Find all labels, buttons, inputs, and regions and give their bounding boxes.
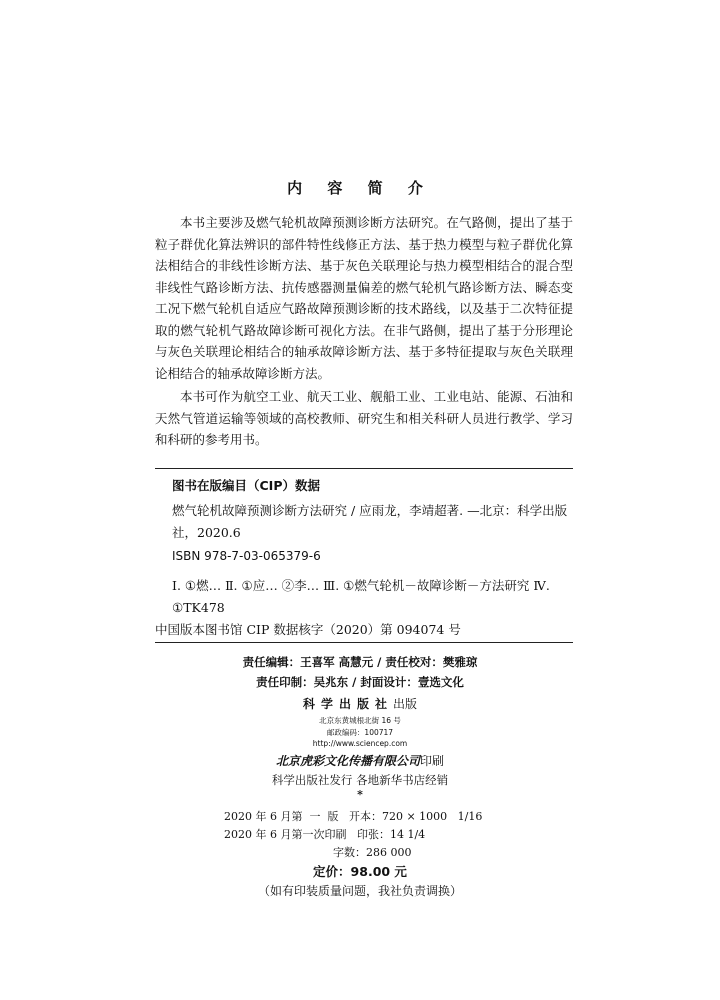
intro-body — [155, 212, 573, 453]
printer-line — [0, 752, 720, 769]
cip-bottom-rule — [155, 642, 573, 643]
publisher-suffix: 出版 — [393, 697, 418, 711]
editor-credits: 责任编辑：王喜军 高慧元 / 责任校对：樊雅琼 — [242, 655, 478, 669]
cip-number: 中国版本图书馆 CIP 数据核字（2020）第 094074 号 — [155, 622, 461, 637]
cip-isbn: ISBN 978-7-03-065379-6 — [172, 549, 321, 563]
publisher-line — [0, 695, 720, 712]
publisher-mark: 科学出版社 — [302, 697, 393, 711]
word-count: 字数：286 000 — [333, 846, 412, 859]
cip-entry: 燃气轮机故障预测诊断方法研究 / 应雨龙，李靖超著. —北京：科学出版社，2020.6 — [172, 503, 568, 540]
intro-paragraph-2: 本书可作为航空工业、航天工业、舰船工业、工业电站、能源、石油和天然气管道运输等领域的高校教师、研究生和相关科研人员进行教学、学习和科研的参考用书。 — [155, 389, 573, 447]
production-credits: 责任印制：吴兆东 / 封面设计：壹选文化 — [256, 675, 464, 689]
printer-name: 北京虎彩文化传播有限公司 — [275, 754, 420, 768]
cip-heading: 图书在版编目（CIP）数据 — [172, 478, 320, 493]
cip-top-rule — [155, 468, 573, 469]
price-note: （如有印装质量问题，我社负责调换） — [257, 884, 462, 898]
edition-line: 2020 年 6 月第 一 版 开本：720 × 1000 1/16 — [224, 810, 483, 823]
cip-subject: Ⅰ. ①燃… Ⅱ. ①应… ②李… Ⅲ. ①燃气轮机－故障诊断－方法研究 Ⅳ. ①TK478 — [172, 578, 550, 615]
distribution-line: 科学出版社发行 各地新华书店经销 — [271, 773, 449, 787]
separator-star: * — [357, 788, 363, 801]
printing-line: 2020 年 6 月第一次印刷 印张：14 1/4 — [224, 828, 426, 841]
price: 定价：98.00 元 — [313, 864, 407, 879]
publisher-website: http://www.sciencep.com — [312, 739, 408, 748]
publisher-address: 北京东黄城根北街 16 号 — [319, 716, 401, 725]
intro-title: 内 容 简 介 — [287, 179, 433, 197]
printer-suffix: 印刷 — [420, 754, 445, 768]
publisher-postcode: 邮政编码：100717 — [326, 728, 394, 737]
intro-paragraph-1: 本书主要涉及燃气轮机故障预测诊断方法研究。在气路侧，提出了基于粒子群优化算法辨识的部件特性线修正方法、基于热力模型与粒子群优化算法相结合的非线性诊断方法、基于灰色关联理论与热力模型相结合的混合型非线性气路诊断方法、抗传感器测量偏差的燃气轮机气路诊断方法、瞬态变工况下燃气轮机自适应气路故障预测诊断的技术路线，以及基于二次特征提取的燃气轮机气路故障诊断可视化方法。在非气路侧，提出了基于分形理论与灰色关联理论相结合的轴承故障诊断方法、基于多特征提取与灰色关联理论相结合的轴承故障诊断方法。 — [155, 215, 573, 381]
